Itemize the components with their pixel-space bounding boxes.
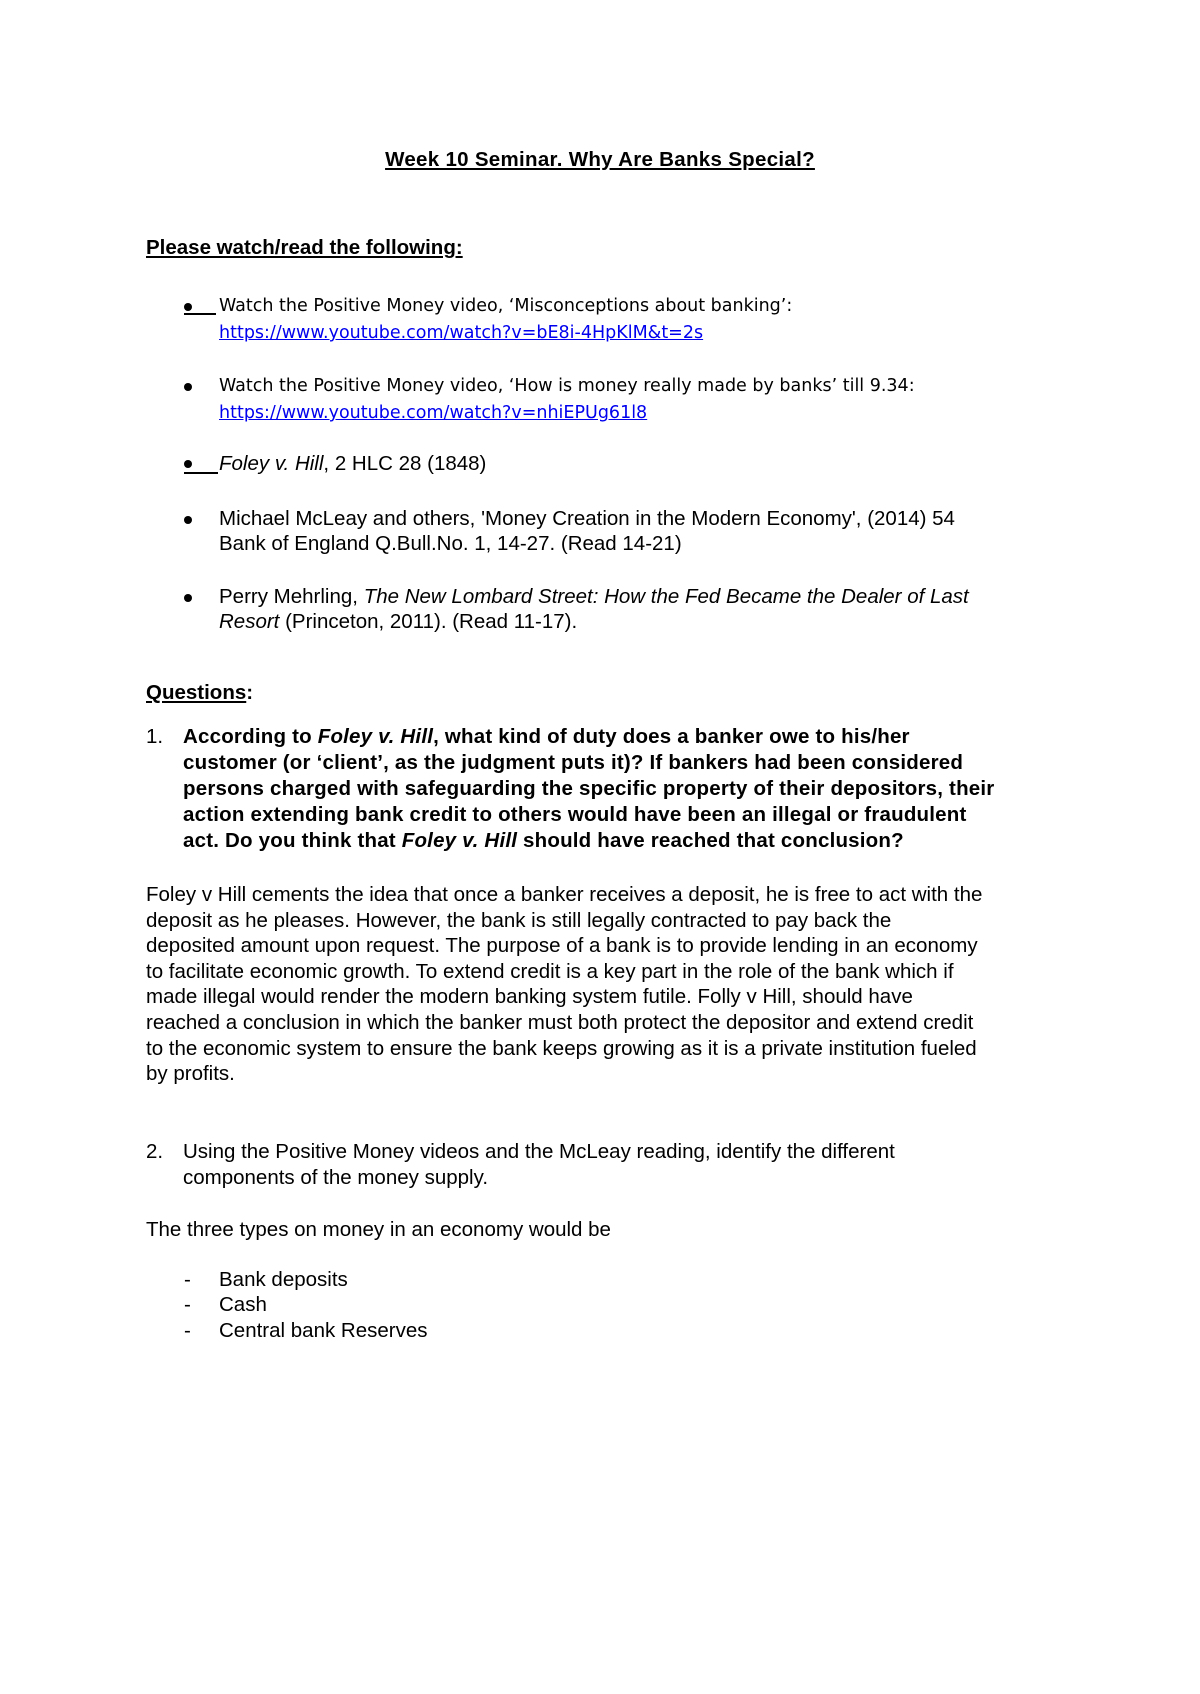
bullet-underline <box>184 313 216 315</box>
answer-1-line: reached a conclusion in which the banker must both protect the depositor and extend credit <box>146 1011 974 1034</box>
q1-text: , what kind of duty does a banker owe to his/her <box>433 725 910 748</box>
money-type-item: Cash <box>219 1293 267 1316</box>
question-1-line5 <box>183 829 904 853</box>
bullet-icon <box>184 516 192 524</box>
answer-1-line: Foley v Hill cements the idea that once a banker receives a deposit, he is free to act with the <box>146 883 983 906</box>
reading-3-text <box>219 452 486 476</box>
question-1-line1 <box>183 725 910 749</box>
reading-2-link[interactable]: https://www.youtube.com/watch?v=nhiEPUg61l8 <box>219 403 648 423</box>
questions-heading <box>146 681 253 705</box>
answer-1-line: by profits. <box>146 1062 235 1085</box>
money-type-item: Bank deposits <box>219 1268 348 1291</box>
bullet-icon <box>184 594 192 602</box>
question-2-line2: components of the money supply. <box>183 1166 489 1189</box>
answer-2-intro: The three types on money in an economy would be <box>146 1218 611 1241</box>
question-1-number: 1. <box>146 725 164 748</box>
question-1-line2: customer (or ‘client’, as the judgment puts it)? If bankers had been considered <box>183 751 964 774</box>
dash-marker: - <box>184 1293 191 1316</box>
case-citation: , 2 HLC 28 (1848) <box>323 452 487 475</box>
questions-heading-colon: : <box>246 681 254 704</box>
question-1-line4: action extending bank credit to others would have been an illegal or fraudulent <box>183 803 967 826</box>
answer-1-line: to facilitate economic growth. To extend credit is a key part in the role of the bank which if <box>146 960 954 983</box>
q1-text: According to <box>183 725 318 748</box>
reading-4-line1: Michael McLeay and others, 'Money Creation in the Modern Economy', (2014) 54 <box>219 507 955 530</box>
question-2-line1: Using the Positive Money videos and the McLeay reading, identify the different <box>183 1140 895 1163</box>
money-type-item: Central bank Reserves <box>219 1319 428 1342</box>
reading-5-author: Perry Mehrling, <box>219 585 364 608</box>
page-title: Week 10 Seminar. Why Are Banks Special? <box>385 148 815 171</box>
bullet-icon <box>184 303 192 311</box>
q1-text: act. Do you think that <box>183 829 402 852</box>
bullet-underline <box>184 472 218 474</box>
reading-5-title-end: Resort <box>219 610 280 633</box>
dash-marker: - <box>184 1268 191 1291</box>
q1-text: should have reached that conclusion? <box>517 829 904 852</box>
bullet-icon <box>184 383 192 391</box>
reading-heading: Please watch/read the following: <box>146 236 463 259</box>
reading-4-line2: Bank of England Q.Bull.No. 1, 14-27. (Read 14-21) <box>219 532 682 555</box>
reading-5-rest: (Princeton, 2011). (Read 11-17). <box>279 610 578 633</box>
answer-1-line: made illegal would render the modern banking system futile. Folly v Hill, should have <box>146 985 913 1008</box>
q1-case-name: Foley v. Hill <box>317 725 434 748</box>
question-2-number: 2. <box>146 1140 164 1163</box>
reading-5-line1 <box>219 585 969 609</box>
question-1-line3: persons charged with safeguarding the specific property of their depositors, their <box>183 777 995 800</box>
reading-5-line2 <box>219 610 577 634</box>
reading-1-link[interactable]: https://www.youtube.com/watch?v=bE8i-4HpKlM&t=2s <box>219 323 704 343</box>
q1-case-name: Foley v. Hill <box>401 829 518 852</box>
questions-heading-text: Questions <box>146 681 247 704</box>
reading-1-text: Watch the Positive Money video, ‘Misconceptions about banking’: <box>219 296 793 316</box>
bullet-icon <box>184 460 192 468</box>
case-name: Foley v. Hill <box>219 452 324 475</box>
answer-1-line: deposited amount upon request. The purpose of a bank is to provide lending in an economy <box>146 934 978 957</box>
dash-marker: - <box>184 1319 191 1342</box>
reading-5-title: The New Lombard Street: How the Fed Became the Dealer of Last <box>363 585 969 608</box>
answer-1-line: to the economic system to ensure the bank keeps growing as it is a private institution fueled <box>146 1037 977 1060</box>
answer-1-line: deposit as he pleases. However, the bank is still legally contracted to pay back the <box>146 909 892 932</box>
reading-2-text: Watch the Positive Money video, ‘How is money really made by banks’ till 9.34: <box>219 376 915 396</box>
